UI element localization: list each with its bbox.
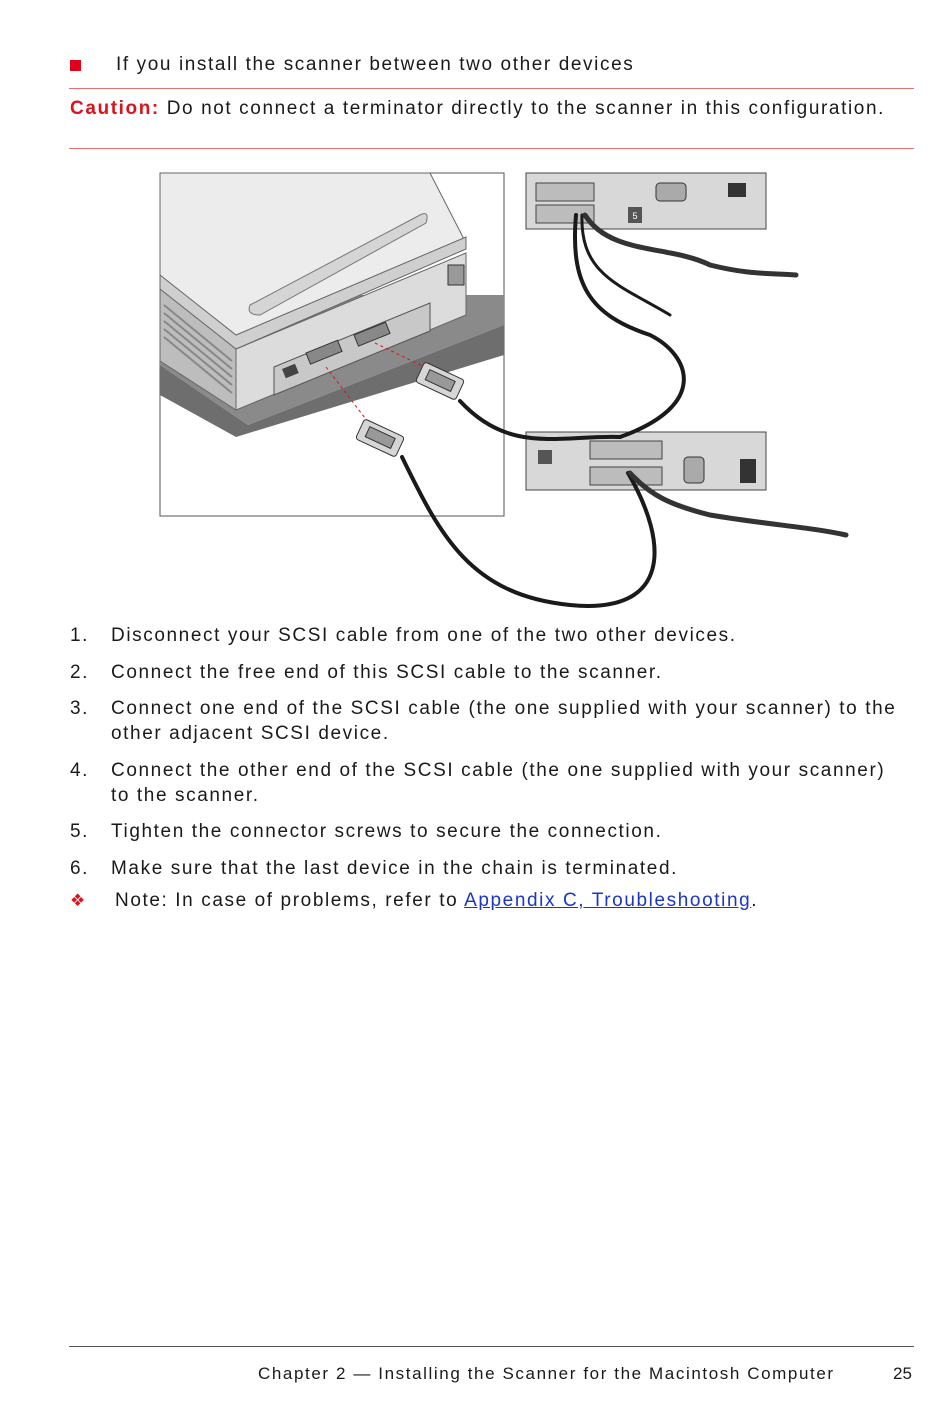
section-heading-text: If you install the scanner between two other devices (116, 54, 635, 75)
device-id-label: 5 (632, 211, 638, 221)
square-bullet-icon (70, 60, 81, 71)
instruction-list (70, 623, 905, 892)
caution-block (70, 96, 915, 121)
appendix-c-link[interactable]: Appendix C, Troubleshooting (464, 890, 752, 911)
diamond-bullet-icon: ❖ (70, 891, 87, 910)
note-text: Note: In case of problems, refer to (115, 890, 465, 911)
page-number: 25 (893, 1364, 912, 1383)
caution-text: Do not connect a terminator directly to the scanner in this configuration. (159, 98, 885, 119)
list-item: 6. Make sure that the last device in the chain is terminated. (70, 857, 678, 879)
list-item: 1. Disconnect your SCSI cable from one of the two other devices. (70, 625, 737, 646)
list-item: 4. Connect the other end of the SCSI cable (the one supplied with your scanner) to the scanner. (70, 759, 886, 806)
divider-top (69, 88, 914, 89)
footer-divider (69, 1346, 914, 1347)
list-item: 5. Tighten the connector screws to secure the connection. (70, 821, 663, 842)
note-suffix: . (751, 890, 759, 911)
note (70, 890, 758, 912)
list-item: 2. Connect the free end of this SCSI cable to the scanner. (70, 661, 663, 683)
list-item: 3. Connect one end of the SCSI cable (the one supplied with your scanner) to the other adjacent SCSI device. (70, 698, 897, 744)
divider-bottom (69, 148, 914, 149)
scsi-device-top-icon (526, 173, 766, 229)
caution-label: Caution: (70, 98, 160, 119)
footer-chapter-title: Chapter 2 — Installing the Scanner for the Macintosh Computer (258, 1364, 835, 1383)
scsi-connection-illustration (150, 165, 860, 615)
